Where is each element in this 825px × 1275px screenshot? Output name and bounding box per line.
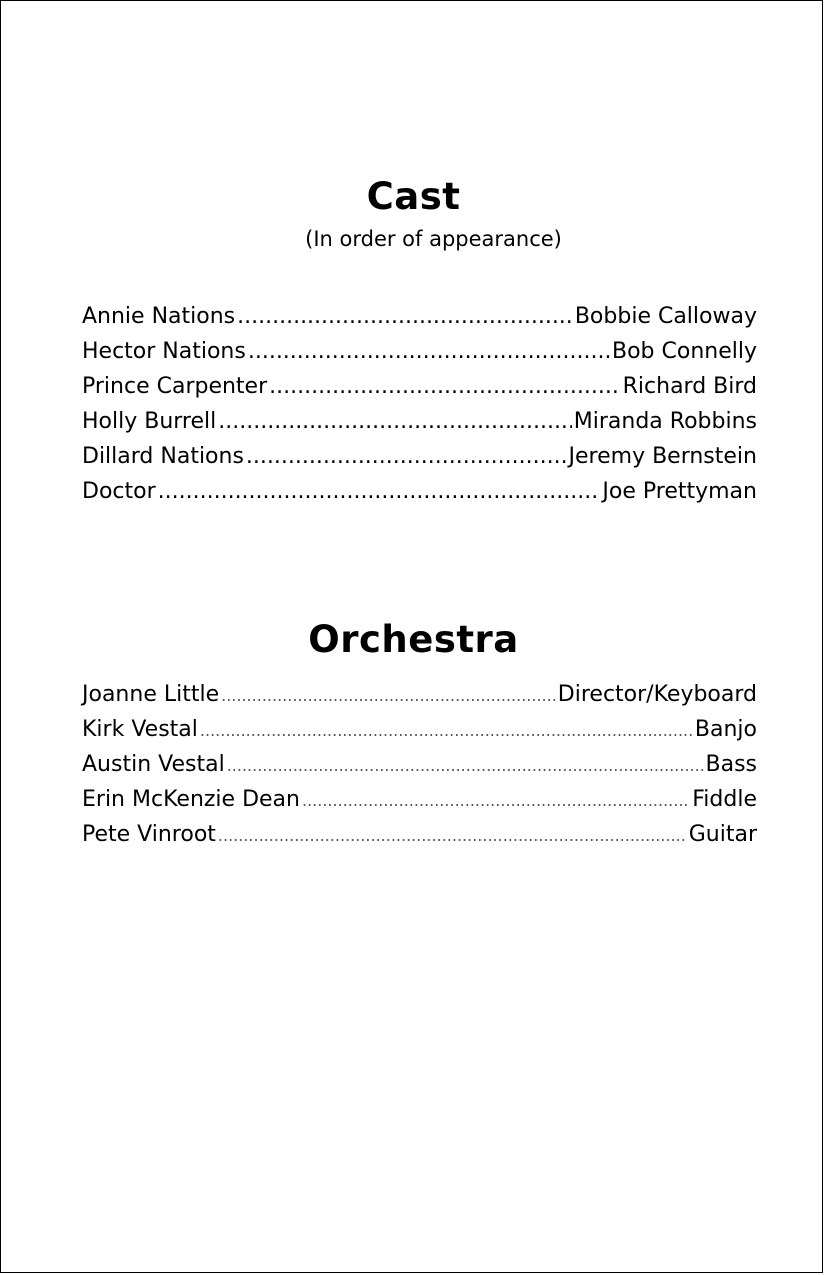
orchestra-row [82,782,757,817]
cast-heading: Cast [366,175,461,218]
musician-name: Austin Vestal [82,752,225,777]
orchestra-heading: Orchestra [308,618,519,661]
cast-subtitle: (In order of appearance) [305,227,562,251]
dot-leader [246,439,567,474]
orchestra-list [82,677,757,852]
instrument-name: Banjo [694,717,757,742]
dot-leader [221,678,556,713]
cast-row [82,474,757,509]
character-name: Hector Nations [82,339,246,364]
dot-leader [218,818,687,853]
dot-leader [200,713,693,748]
actor-name: Bob Connelly [612,339,757,364]
instrument-name: Fiddle [692,787,757,812]
character-name: Annie Nations [82,304,236,329]
actor-name: Joe Prettyman [602,479,757,504]
character-name: Dillard Nations [82,444,244,469]
actor-name: Bobbie Calloway [574,304,757,329]
cast-row [82,334,757,369]
cast-row [82,369,757,404]
musician-name: Pete Vinroot [82,822,216,847]
character-name: Doctor [82,479,156,504]
musician-name: Joanne Little [82,682,220,707]
actor-name: Jeremy Bernstein [568,444,757,469]
cast-row [82,439,757,474]
orchestra-row [82,712,757,747]
instrument-name: Director/Keyboard [557,682,757,707]
actor-name: Richard Bird [622,374,757,399]
dot-leader [302,783,690,818]
orchestra-row [82,747,757,782]
instrument-name: Guitar [688,822,757,847]
dot-leader [227,748,704,783]
instrument-name: Bass [705,752,757,777]
dot-leader [237,299,573,334]
dot-leader [269,369,620,404]
character-name: Prince Carpenter [82,374,268,399]
dot-leader [158,474,601,509]
orchestra-row [82,817,757,852]
dot-leader [218,404,572,439]
character-name: Holly Burrell [82,409,217,434]
orchestra-row [82,677,757,712]
cast-row [82,299,757,334]
musician-name: Kirk Vestal [82,717,198,742]
actor-name: Miranda Robbins [573,409,757,434]
dot-leader [248,334,610,369]
musician-name: Erin McKenzie Dean [82,787,300,812]
cast-list [82,299,757,509]
cast-row [82,404,757,439]
